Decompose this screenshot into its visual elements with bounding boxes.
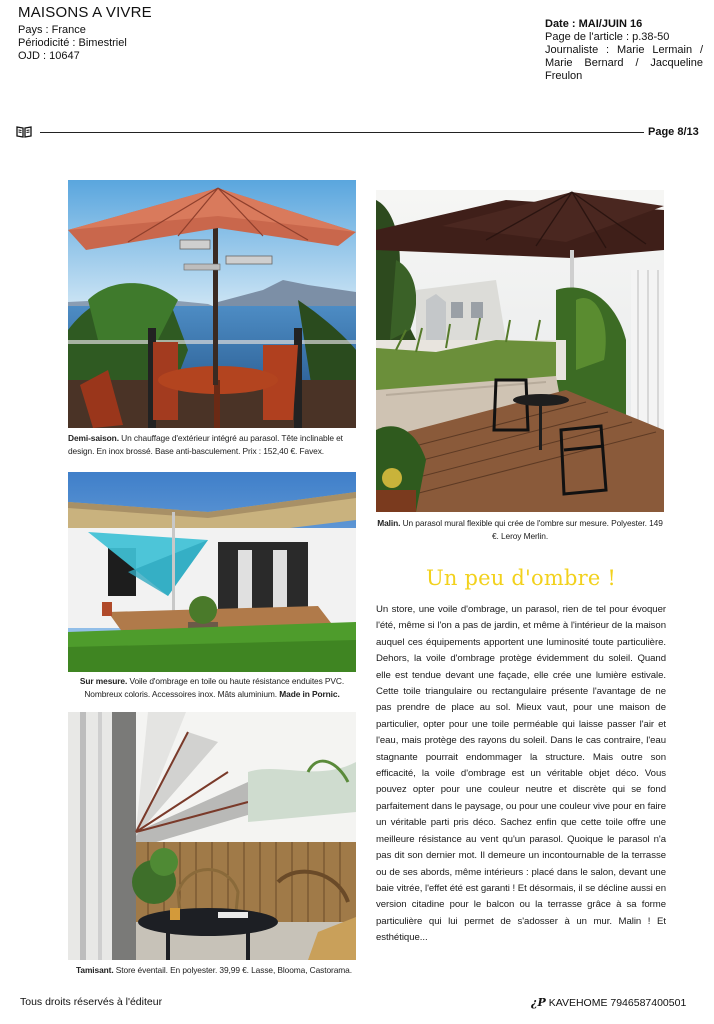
photo-parasol-heater (68, 180, 356, 428)
frequency: Périodicité : Bimestriel (18, 37, 127, 49)
caption-text: Voile d'ombrage en toile ou haute résistance enduites PVC. Nombreux coloris. Accessoires inox. Mâts aluminium. (84, 676, 345, 699)
footer-code-text: KAVEHOME 7946587400501 (548, 997, 687, 1009)
publication-title: MAISONS A VIVRE (18, 4, 152, 21)
country: Pays : France (18, 24, 86, 36)
caption-wall-parasol (376, 517, 664, 543)
publication-meta (18, 24, 127, 63)
article-meta (545, 18, 703, 83)
caption-title: Demi-saison. (68, 433, 119, 443)
ojd: OJD : 10647 (18, 50, 80, 62)
photo-fan-awning (68, 712, 356, 960)
caption-parasol-heater (68, 432, 356, 458)
article-page-range: Page de l'article : p.38-50 (545, 31, 670, 43)
caption-title: Sur mesure. (79, 676, 128, 686)
journalists: Journaliste : Marie Lermain / Marie Bernard / Jacqueline Freulon (545, 44, 703, 82)
book-icon (16, 126, 32, 138)
caption-shade-sail (68, 675, 356, 701)
caption-text: Un parasol mural flexible qui crée de l'ombre sur mesure. Polyester. 149 €. Leroy Merlin. (400, 518, 663, 541)
caption-brand: Made in Pornic. (277, 689, 340, 699)
header-rule (40, 132, 644, 133)
caption-text: Store éventail. En polyester. 39,99 €. Lasse, Blooma, Castorama. (113, 965, 352, 975)
article-date: Date : MAI/JUIN 16 (545, 18, 643, 30)
caption-title: Malin. (377, 518, 401, 528)
photo-shade-sail (68, 472, 356, 672)
footer-rights: Tous droits réservés à l'éditeur (20, 996, 163, 1008)
caption-fan-awning (76, 964, 358, 977)
caption-title: Tamisant. (76, 965, 114, 975)
footer-code (531, 996, 686, 1009)
caption-text: Un chauffage d'extérieur intégré au parasol. Tête inclinable et design. En inox brossé. Base anti-basculement. Prix : 152,40 €. Favex. (68, 433, 343, 456)
photo-wall-parasol (376, 190, 664, 512)
article-headline: Un peu d'ombre ! (426, 566, 616, 590)
article-body: Un store, une voile d'ombrage, un parasol, rien de tel pour évoquer l'été, même si l'on a pas de jardin, et même à l'intérieur de la maison auquel ces équipements apportent une luminosité toute particulière. Dehors, la voile d'ombrage protège évidemment du soleil. Quand elle est tendue devant une façade, elle crée une lumière estivale. Cette toile triangulaire ou rectangulaire présente l'avantage de ne pas prendre de place au sol. Mieux vaut, pour une maison de particulier, opter pour une toile perméable qui laisse passer l'air et l'eau, mais protège des rayons du soleil. Dans le cas contraire, l'eau stagnante pourrait endommager la structure. Mais outre son efficacité, la voile d'ombrage est un véritable objet déco. Vous pouvez opter pour une couleur neutre et discrète qui se fond parfaitement dans le paysage, ou pour une couleur vive pour en faire un véritable parti pris déco. Sachez enfin que cette toile offre une meilleure résistance au vent qu'un parasol. Quoique le parasol n'a pas dit son dernier mot. Il demeure un incontournable de la terrasse ou de ses abords, même intérieurs : placé dans le salon, devant une baie vitrée, l'effet été est garanti ! Et désormais, il se décline aussi en version citadine pour le balcon ou la terrasse grâce à sa forme particulière qui lui permet de s'adosser à un mur. Malin ! Et esthétique... (376, 604, 666, 944)
page-number: Page 8/13 (648, 126, 699, 138)
agency-logo: ¿P (531, 996, 546, 1009)
